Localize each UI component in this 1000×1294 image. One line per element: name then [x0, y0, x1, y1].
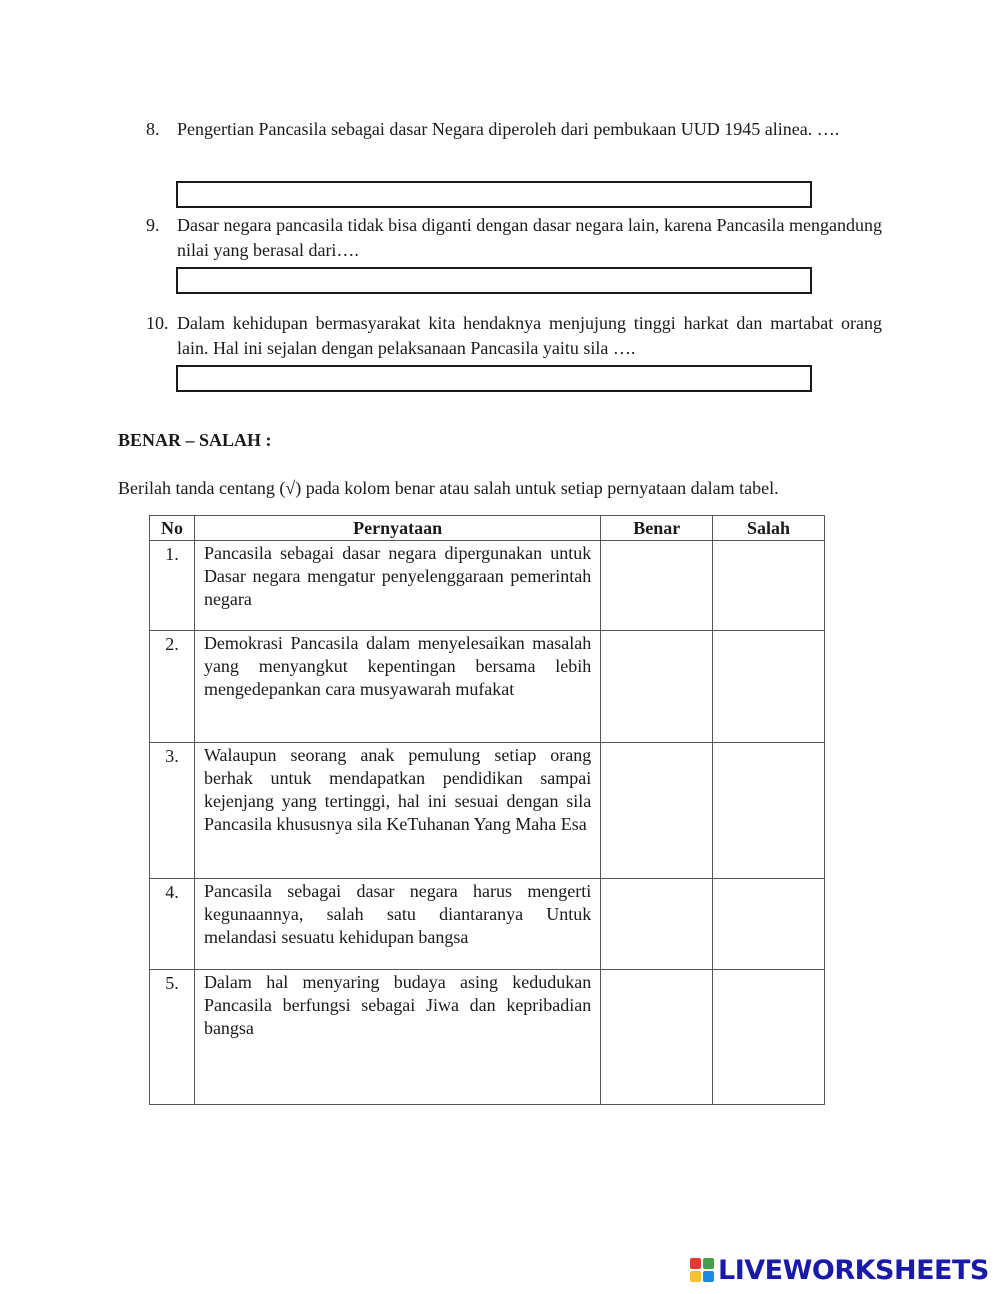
answer-input-8[interactable]: [176, 181, 812, 208]
header-statement: Pernyataan: [194, 516, 600, 541]
question-8: [146, 117, 882, 142]
row-statement: Walaupun seorang anak pemulung setiap orang berhak untuk mendapatkan pendidikan sampai kejenjang yang tertinggi, hal ini sesuai dengan sila Pancasila khususnya sila KeTuhanan Yang Maha Esa: [194, 743, 600, 879]
table-header-row: [150, 516, 825, 541]
row-statement: Demokrasi Pancasila dalam menyelesaikan masalah yang menyangkut kepentingan bersama lebih mengedepankan cara musyawarah mufakat: [194, 631, 600, 743]
question-number: 9.: [146, 215, 160, 235]
false-checkbox-1[interactable]: [713, 541, 825, 631]
question-10: [146, 311, 882, 361]
true-checkbox-2[interactable]: [601, 631, 713, 743]
false-checkbox-5[interactable]: [713, 970, 825, 1105]
true-checkbox-4[interactable]: [601, 879, 713, 970]
question-text: Dalam kehidupan bermasyarakat kita hendaknya menjujung tinggi harkat dan martabat orang lain. Hal ini sejalan dengan pelaksanaan Pancasila yaitu sila ….: [177, 313, 882, 358]
row-number: 3.: [150, 743, 195, 879]
row-statement: Pancasila sebagai dasar negara dipergunakan untuk Dasar negara mengatur penyelenggaraan pemerintah negara: [194, 541, 600, 631]
true-checkbox-3[interactable]: [601, 743, 713, 879]
table-row: [150, 743, 825, 879]
section-heading: BENAR – SALAH :: [118, 430, 272, 450]
row-number: 4.: [150, 879, 195, 970]
true-checkbox-1[interactable]: [601, 541, 713, 631]
table-row: [150, 970, 825, 1105]
question-number: 8.: [146, 119, 160, 139]
instruction-text: Berilah tanda centang (√) pada kolom benar atau salah untuk setiap pernyataan dalam tabel.: [118, 478, 779, 498]
row-number: 5.: [150, 970, 195, 1105]
header-no: No: [150, 516, 195, 541]
false-checkbox-3[interactable]: [713, 743, 825, 879]
table-row: [150, 879, 825, 970]
answer-input-10[interactable]: [176, 365, 812, 392]
row-number: 1.: [150, 541, 195, 631]
liveworksheets-logo: [690, 1253, 989, 1287]
question-number: 10.: [146, 313, 169, 333]
logo-mark-icon: [690, 1258, 714, 1282]
logo-wordmark: LIVEWORKSHEETS: [718, 1254, 989, 1286]
question-text: Pengertian Pancasila sebagai dasar Negara diperoleh dari pembukaan UUD 1945 alinea. ….: [177, 119, 840, 139]
false-checkbox-4[interactable]: [713, 879, 825, 970]
row-statement: Pancasila sebagai dasar negara harus mengerti kegunaannya, salah satu diantaranya Untuk melandasi sesuatu kehidupan bangsa: [194, 879, 600, 970]
header-true: Benar: [601, 516, 713, 541]
answer-input-9[interactable]: [176, 267, 812, 294]
question-text: Dasar negara pancasila tidak bisa diganti dengan dasar negara lain, karena Pancasila mengandung nilai yang berasal dari….: [177, 215, 882, 260]
table-row: [150, 631, 825, 743]
row-statement: Dalam hal menyaring budaya asing kedudukan Pancasila berfungsi sebagai Jiwa dan kepribadian bangsa: [194, 970, 600, 1105]
row-number: 2.: [150, 631, 195, 743]
true-false-table: [149, 515, 825, 1105]
header-false: Salah: [713, 516, 825, 541]
table-row: [150, 541, 825, 631]
question-9: [146, 213, 882, 263]
false-checkbox-2[interactable]: [713, 631, 825, 743]
true-checkbox-5[interactable]: [601, 970, 713, 1105]
